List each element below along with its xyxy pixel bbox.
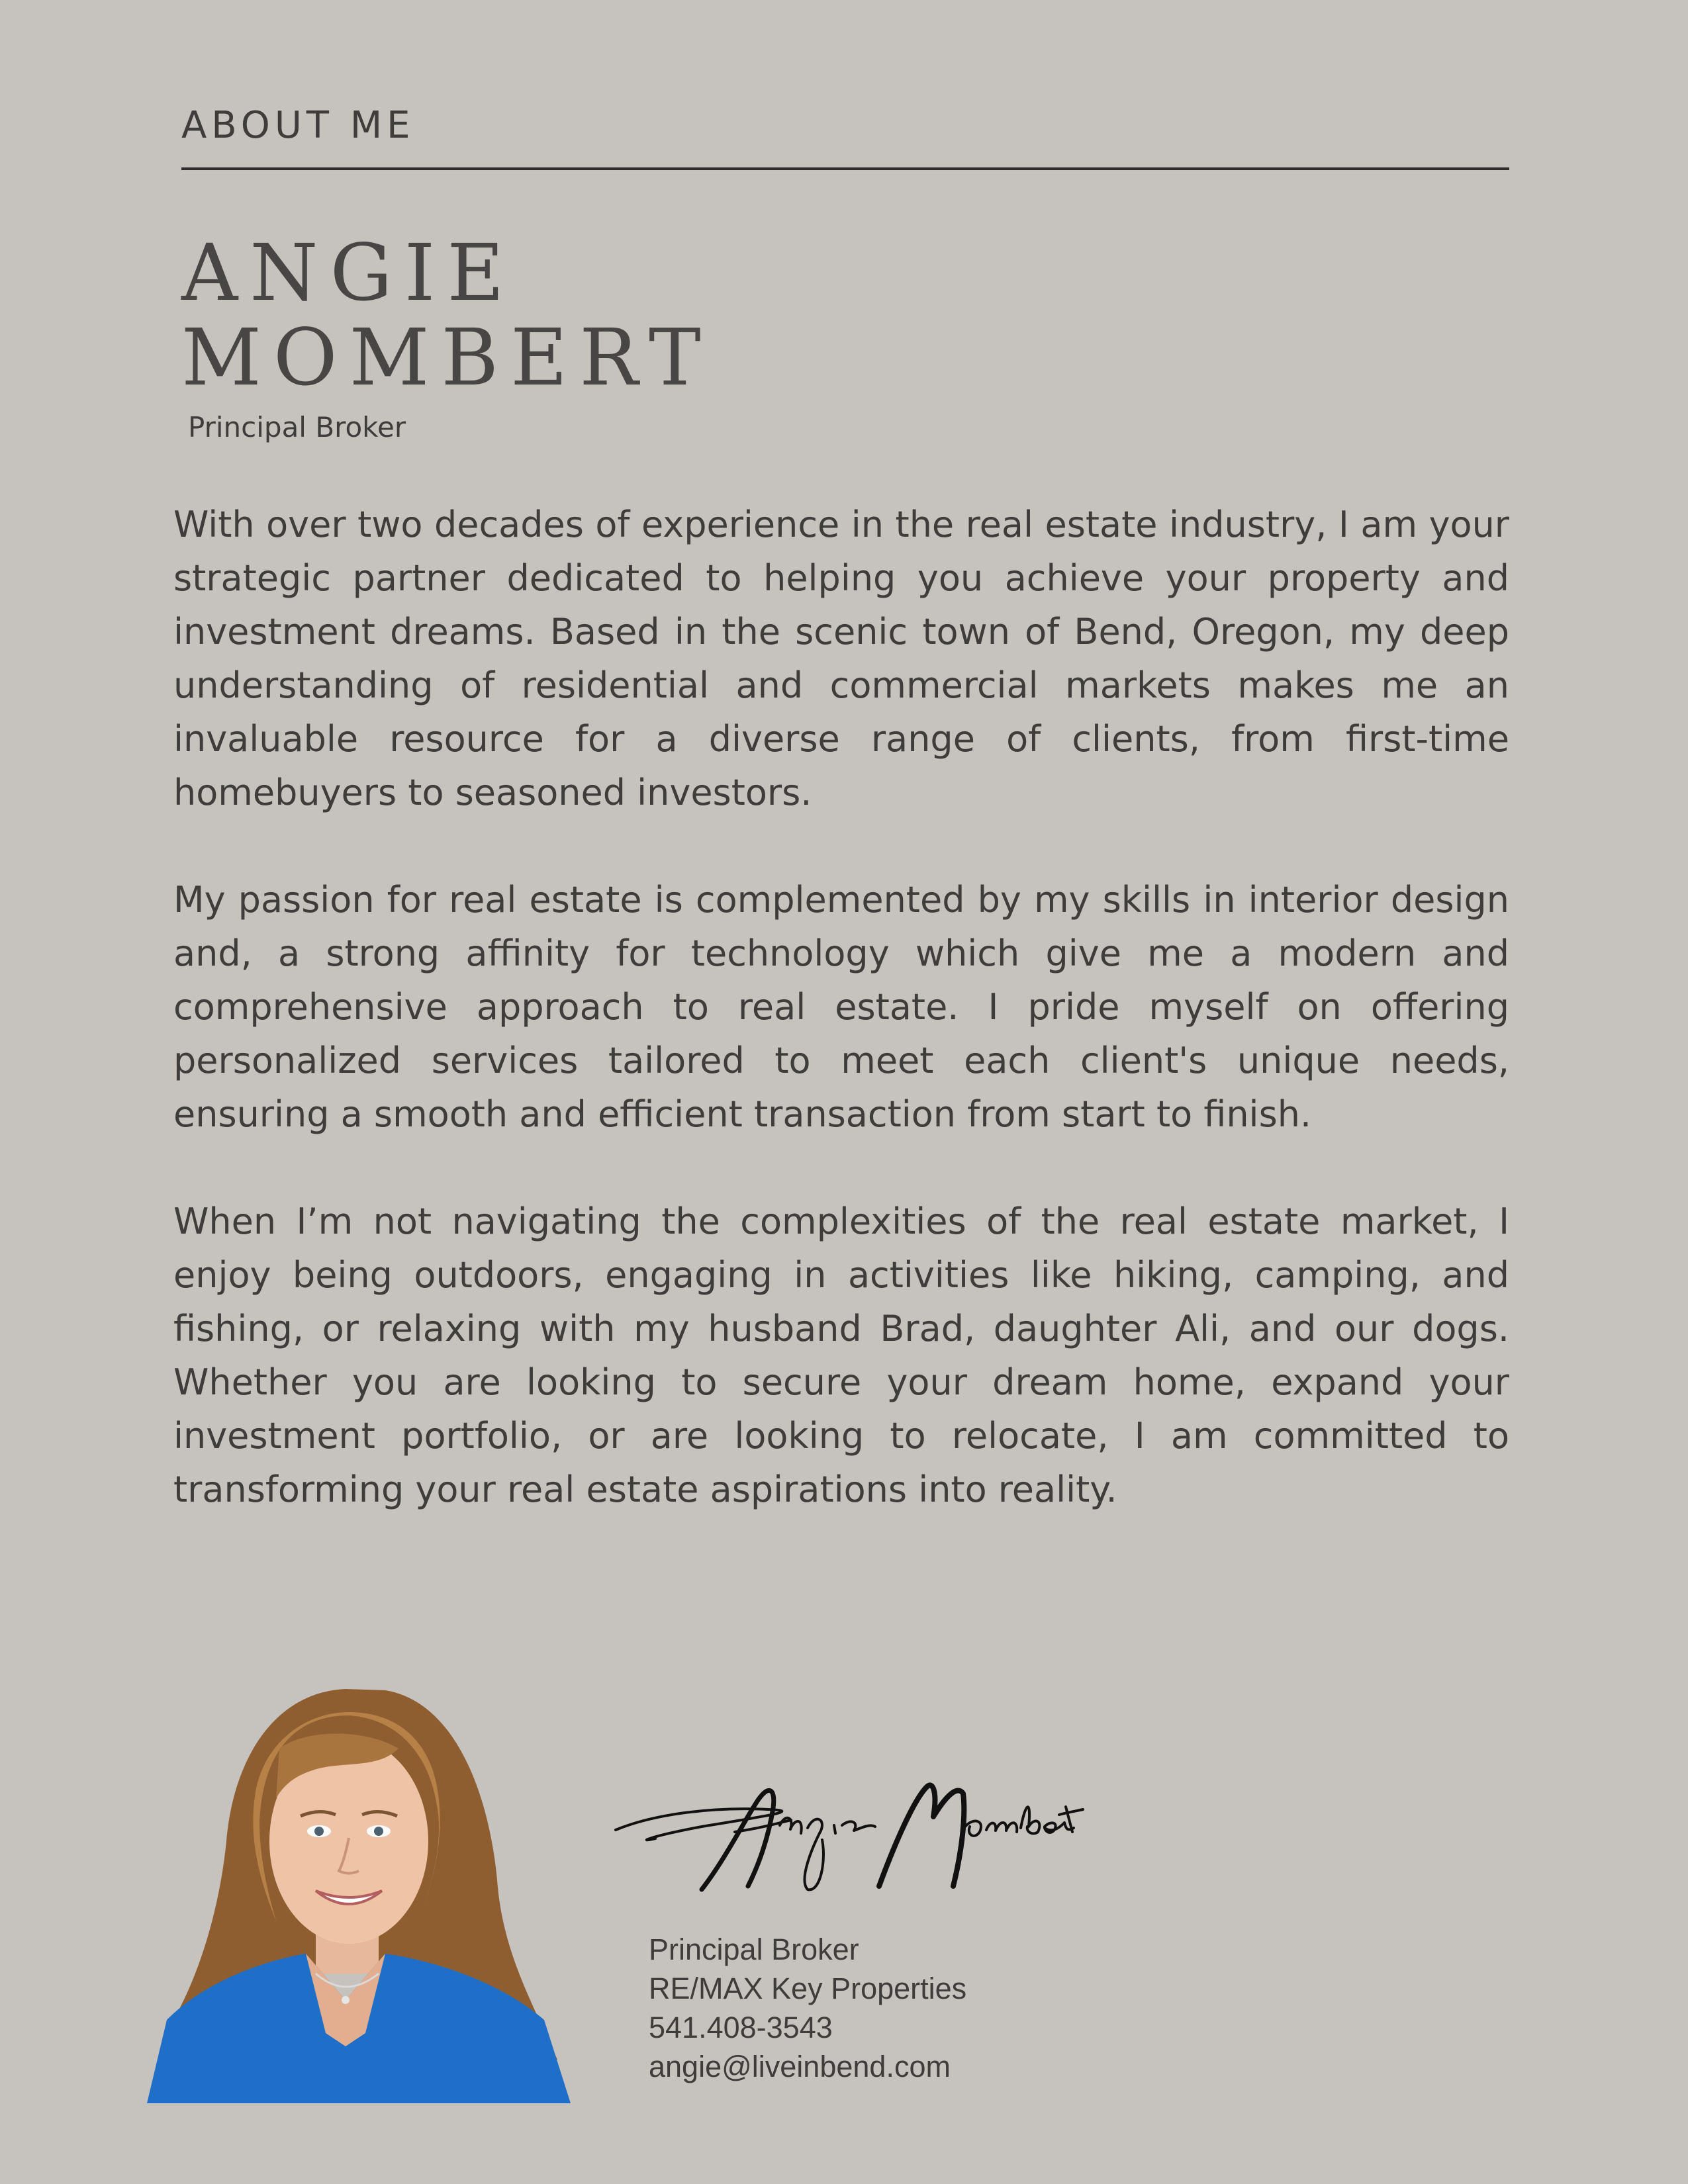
contact-phone: 541.408-3543 [649,2011,833,2044]
contact-company: RE/MAX Key Properties [649,1972,967,2005]
signature-image [602,1754,1086,1913]
first-name: ANGIE [181,227,516,318]
heading-divider [181,167,1509,170]
last-name: MOMBERT [181,312,713,403]
bio-section [173,498,1509,1570]
agent-title: Principal Broker [188,411,406,443]
agent-portrait [147,1689,571,2103]
contact-block [649,1930,966,2086]
contact-email: angie@liveinbend.com [649,2050,951,2083]
section-heading: ABOUT ME [181,104,415,147]
bio-paragraph: With over two decades of experience in the real estate industry, I am your strategic partner dedicated to helping you achieve your property and investment dreams. Based in the scenic town of Bend, Oregon, my deep understanding of residential and commercial markets makes me an invaluable resource for a diverse range of clients, from first-time homebuyers to seasoned investors. [173,504,1509,813]
bio-paragraph: My passion for real estate is complemented by my skills in interior design and, a strong affinity for technology which give me a modern and comprehensive approach to real estate. I pride myself on offering personalized services tailored to meet each client's unique needs, ensuring a smooth and efficient transaction from start to finish. [173,879,1509,1135]
agent-name [181,227,713,403]
bio-paragraph: When I’m not navigating the complexities of the real estate market, I enjoy being outdoors, engaging in activities like hiking, camping, and fishing, or relaxing with my husband Brad, daughter Ali, and our dogs. Whether you are looking to secure your dream home, expand your investment portfolio, or are looking to relocate, I am committed to transforming your real estate aspirations into reality. [173,1201,1509,1510]
contact-title: Principal Broker [649,1933,859,1966]
